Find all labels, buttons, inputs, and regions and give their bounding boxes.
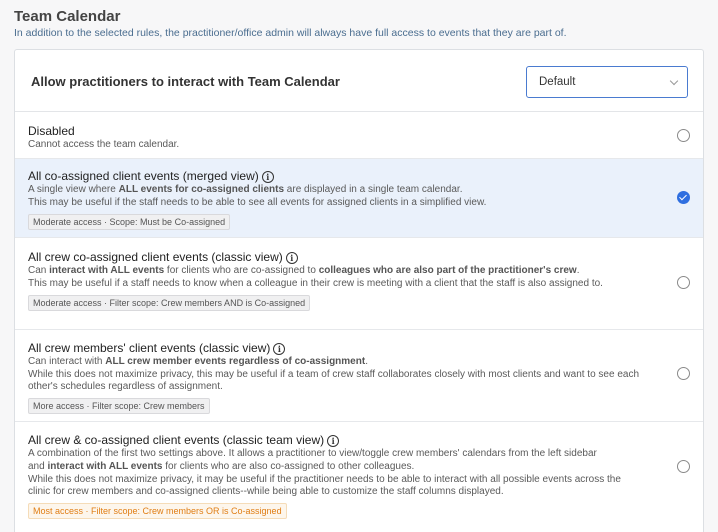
option-description-secondary: While this does not maximize privacy, it may be useful if the practitioner needs to be able to interact with all possible events across the clinic for crew members and co-assigned clients--while being able to customize the staff columns displayed. (28, 474, 621, 497)
option-description: Can interact with ALL crew member events regardless of co-assignment. (28, 356, 368, 367)
option-description: A single view where ALL events for co-assigned clients are displayed in a single team calendar. (28, 184, 463, 195)
chevron-down-icon (670, 77, 678, 85)
card-header (15, 50, 703, 112)
option-crew-members[interactable] (15, 330, 703, 422)
option-description: A combination of the first two settings above. It allows a practitioner to view/toggle crew members' calendars from the left sidebar (28, 448, 597, 459)
section-title: Team Calendar (14, 8, 121, 25)
info-icon[interactable]: i (273, 343, 285, 355)
access-tag: Moderate access · Scope: Must be Co-assigned (28, 214, 230, 230)
option-merged-view[interactable] (15, 159, 703, 238)
access-tag: More access · Filter scope: Crew members (28, 398, 210, 414)
radio-crew-co-assigned[interactable] (677, 276, 690, 289)
permission-select[interactable] (526, 66, 688, 98)
option-description-secondary: This may be useful if the staff needs to be able to see all events for assigned clients in a simplified view. (28, 197, 487, 208)
access-tag: Moderate access · Filter scope: Crew members AND is Co-assigned (28, 295, 310, 311)
option-title: All crew co-assigned client events (classic view) (28, 250, 283, 264)
option-description: Can interact with ALL events for clients who are co-assigned to colleagues who are also part of the practitioner's crew. (28, 265, 580, 276)
info-icon[interactable]: i (262, 171, 274, 183)
option-title: All crew members' client events (classic view) (28, 341, 271, 355)
section-description: In addition to the selected rules, the practitioner/office admin will always have full access to events that they are part of. (14, 27, 567, 39)
radio-crew-members[interactable] (677, 367, 690, 380)
option-title: All co-assigned client events (merged view) (28, 169, 259, 183)
option-description-secondary: While this does not maximize privacy, this may be useful if a team of crew staff collaborates closely with most clients and want to see each other's schedules regardless of assignment. (28, 369, 640, 392)
radio-disabled[interactable] (677, 129, 690, 142)
option-crew-co-assigned[interactable] (15, 238, 703, 330)
option-description: Cannot access the team calendar. (28, 139, 180, 150)
interaction-setting-label: Allow practitioners to interact with Team Calendar (31, 74, 340, 89)
option-classic-team-view[interactable] (15, 422, 703, 532)
info-icon[interactable]: i (327, 435, 339, 447)
option-description-continued: and interact with ALL events for clients who are also co-assigned to other colleagues. (28, 461, 415, 472)
option-title: All crew & co-assigned client events (classic team view) (28, 433, 325, 447)
select-value: Default (539, 76, 576, 88)
radio-classic-team-view[interactable] (677, 460, 690, 473)
option-disabled[interactable] (15, 112, 703, 159)
team-calendar-card (14, 49, 704, 532)
option-description-secondary: This may be useful if a staff needs to know when a colleague in their crew is meeting with a client that the staff is also assigned to. (28, 278, 603, 289)
radio-merged-view[interactable] (677, 191, 690, 204)
option-title: Disabled (28, 124, 75, 138)
access-tag: Most access · Filter scope: Crew members OR is Co-assigned (28, 503, 287, 519)
info-icon[interactable]: i (286, 252, 298, 264)
